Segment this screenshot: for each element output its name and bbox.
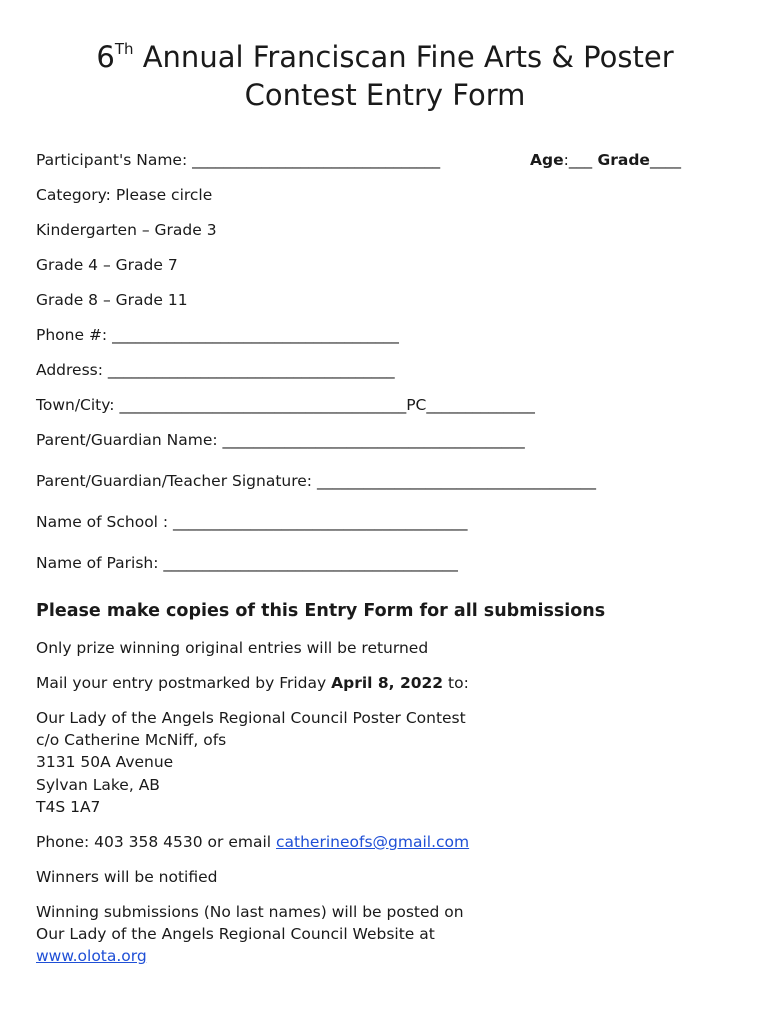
copies-heading: Please make copies of this Entry Form for all submissions [36,601,606,621]
title-text: Annual Franciscan Fine Arts & Poster [133,40,674,74]
posted-note-line-2: Our Lady of the Angels Regional Council Website at [36,925,435,943]
mailing-address-line-5: T4S 1A7 [36,798,101,816]
grade-label: Grade [597,151,650,169]
signature-field: Parent/Guardian/Teacher Signature: ____________________________________ [36,472,596,490]
form-title-line-2: Contest Entry Form [244,78,526,112]
category-option-8-11: Grade 8 – Grade 11 [36,291,188,309]
town-city-field: Town/City: _____________________________________PC______________ [36,396,535,414]
mailing-address-line-2: c/o Catherine McNiff, ofs [36,731,227,749]
school-name-field: Name of School : ______________________________________ [36,513,468,531]
mailing-address-line-1: Our Lady of the Angels Regional Council Poster Contest [36,709,466,727]
website-link-line [36,946,147,966]
parish-name-field: Name of Parish: ______________________________________ [36,554,458,572]
mail-deadline-date: April 8, 2022 [331,674,444,692]
mail-suffix: to: [443,674,469,692]
title-superscript: Th [114,40,134,58]
category-option-k3: Kindergarten – Grade 3 [36,221,217,239]
address-field: Address: _____________________________________ [36,361,395,379]
contact-line [36,832,469,852]
contact-email-link[interactable]: catherineofs@gmail.com [276,833,470,851]
category-label: Category: Please circle [36,186,213,204]
age-label: Age [530,151,564,169]
grade-blank: ____ [649,151,681,169]
category-option-4-7: Grade 4 – Grade 7 [36,256,178,274]
returned-note: Only prize winning original entries will be returned [36,639,429,657]
form-title-line-1 [0,38,770,76]
mailing-address-line-3: 3131 50A Avenue [36,753,174,771]
mail-prefix: Mail your entry postmarked by Friday [36,674,332,692]
parent-guardian-name-field: Parent/Guardian Name: _______________________________________ [36,431,525,449]
mailing-address-line-4: Sylvan Lake, AB [36,776,160,794]
contact-phone: Phone: 403 358 4530 or email [36,833,277,851]
mail-instruction [36,673,469,693]
age-blank: :___ [563,151,593,169]
website-link[interactable]: www.olota.org [36,947,147,965]
participant-name-field: Participant's Name: ________________________________ [36,151,441,169]
posted-note-line-1: Winning submissions (No last names) will be posted on [36,903,464,921]
age-grade-field [530,150,681,170]
winners-notified-note: Winners will be notified [36,868,218,886]
phone-field: Phone #: _____________________________________ [36,326,399,344]
title-number: 6 [96,40,115,74]
